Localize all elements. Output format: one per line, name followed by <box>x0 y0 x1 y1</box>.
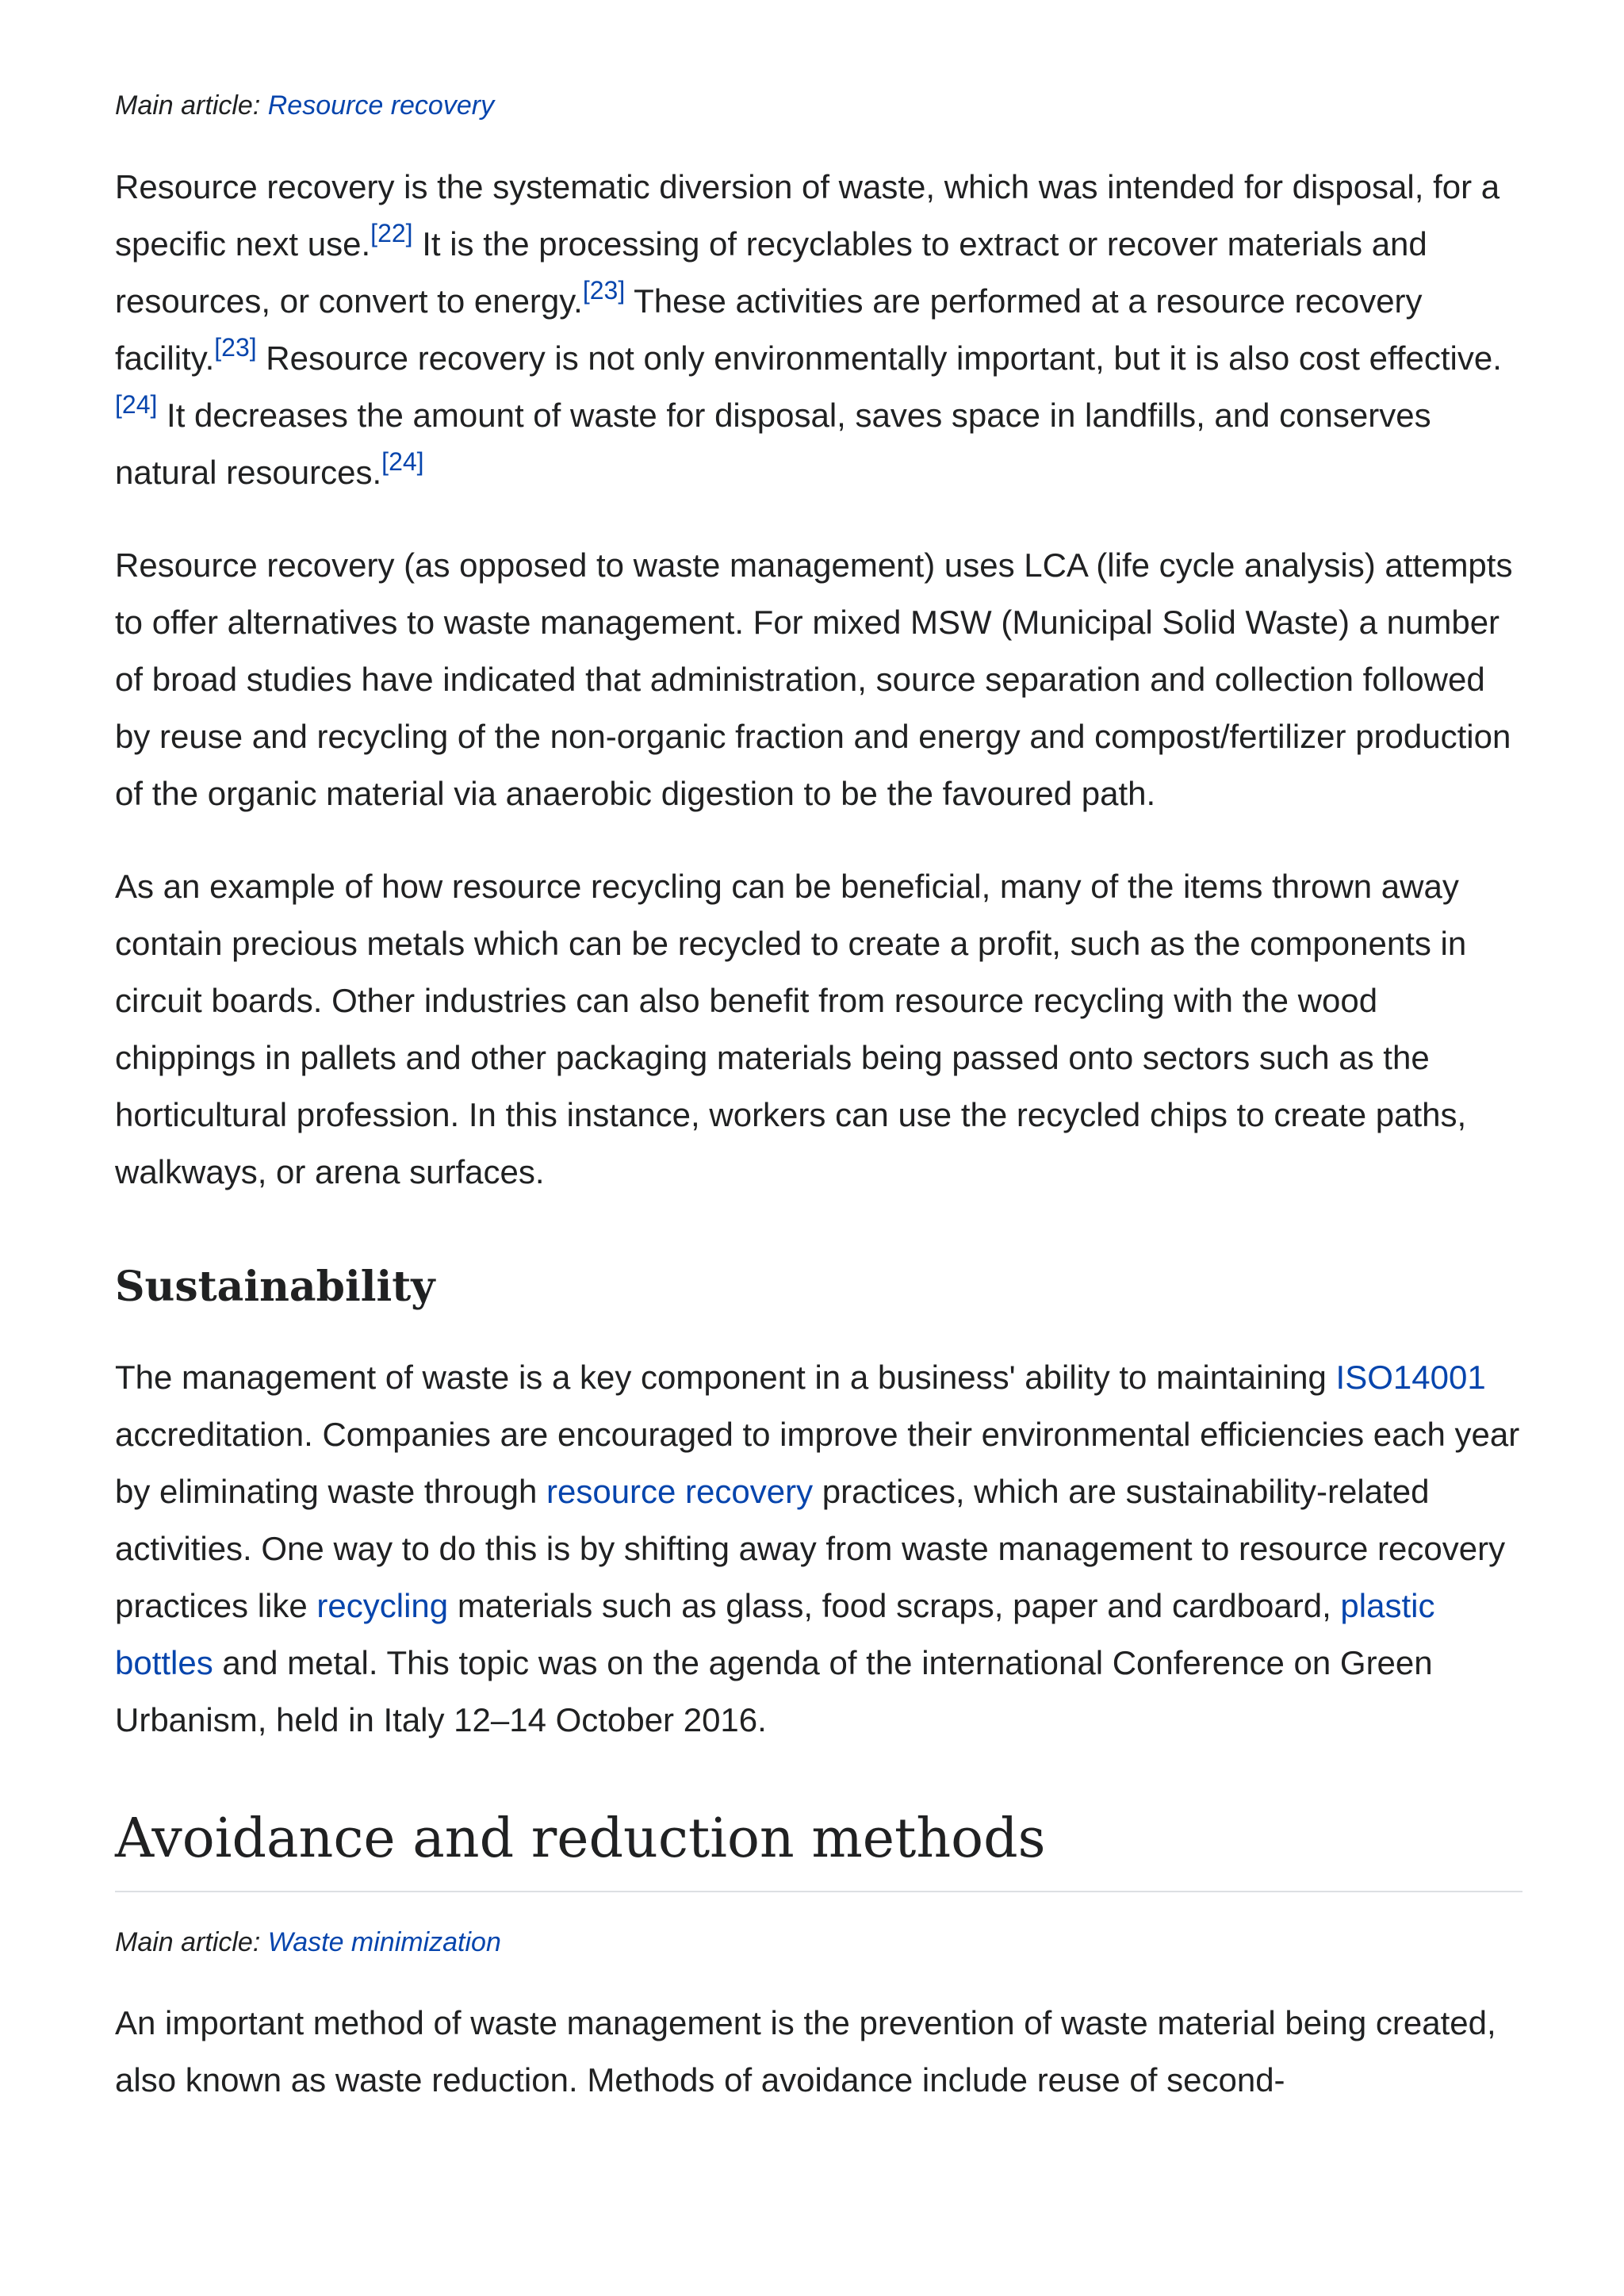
text-span: practices, which are sustainability-related activities. One way to do this is by shifting away from waste management to resource recovery practices like <box>115 1473 1506 1625</box>
main-article-hatnote <box>115 87 1522 125</box>
heading-sustainability: Sustainability <box>115 1262 435 1311</box>
text-span: accreditation. Companies are encouraged to improve their environmental efficiencies each year by eliminating waste through <box>115 1416 1520 1511</box>
text-span: It decreases the amount of waste for disposal, saves space in landfills, and conserves natural resources. <box>115 396 1431 491</box>
recycling-link[interactable]: recycling <box>316 1587 449 1625</box>
paragraph-resource-recovery-intro <box>115 159 1522 501</box>
main-article-hatnote <box>115 1924 1522 1962</box>
paragraph-sustainability <box>115 1349 1522 1749</box>
text-span: Resource recovery is not only environmentally important, but it is also cost effective. <box>256 339 1502 377</box>
text-span: It is the processing of recyclables to extract or recover materials and resources, or convert to energy. <box>115 224 1427 320</box>
heading-avoidance-reduction: Avoidance and reduction methods <box>115 1804 1522 1892</box>
citation-24[interactable]: [24] <box>381 447 424 476</box>
text-span: and metal. This topic was on the agenda of the international Conference on Green Urbanism, held in Italy 12–14 October 2016. <box>115 1644 1433 1739</box>
citation-23[interactable]: [23] <box>582 275 626 305</box>
resource-recovery-main-link[interactable]: Resource recovery <box>267 90 495 121</box>
waste-minimization-link[interactable]: Waste minimization <box>267 1926 501 1957</box>
hatnote-prefix: Main article: <box>115 90 268 121</box>
text-span: The management of waste is a key component in a business' ability to maintaining <box>115 1359 1336 1397</box>
text-span: materials such as glass, food scraps, paper and cardboard, <box>448 1587 1341 1625</box>
hatnote-prefix: Main article: <box>115 1926 268 1957</box>
text-span: These activities are performed at a resource recovery facility. <box>115 282 1423 377</box>
citation-22[interactable]: [22] <box>370 218 413 247</box>
paragraph-lca: Resource recovery (as opposed to waste management) uses LCA (life cycle analysis) attempts to offer alternatives to waste management. For mixed MSW (Municipal Solid Waste) a number of broad studies have indicated that administration, source separation and collection followed by reuse and recycling of the non-organic fraction and energy and compost/fertilizer production of the organic material via anaerobic digestion to be the favoured path. <box>115 546 1513 812</box>
paragraph-recycling-benefit: As an example of how resource recycling can be beneficial, many of the items thrown away contain precious metals which can be recycled to create a profit, such as the components in circuit boards. Other industries can also benefit from resource recycling with the wood chippings in pallets and other packaging materials being passed onto sectors such as the horticultural profession. In this instance, workers can use the recycled chips to create paths, walkways, or arena surfaces. <box>115 867 1467 1190</box>
resource-recovery-link[interactable]: resource recovery <box>546 1473 814 1511</box>
citation-23[interactable]: [23] <box>214 332 257 362</box>
text-span: Resource recovery is the systematic diversion of waste, which was intended for disposal, for a specific next use. <box>115 167 1500 263</box>
plastic-bottles-link[interactable]: plastic bottles <box>115 1587 1435 1682</box>
paragraph-avoidance: An important method of waste management is the prevention of waste material being created, also known as waste reduction. Methods of avoidance include reuse of second- <box>115 2004 1496 2099</box>
citation-24[interactable]: [24] <box>115 389 158 419</box>
iso14001-link[interactable]: ISO14001 <box>1335 1359 1486 1397</box>
article-content <box>115 87 1522 2145</box>
